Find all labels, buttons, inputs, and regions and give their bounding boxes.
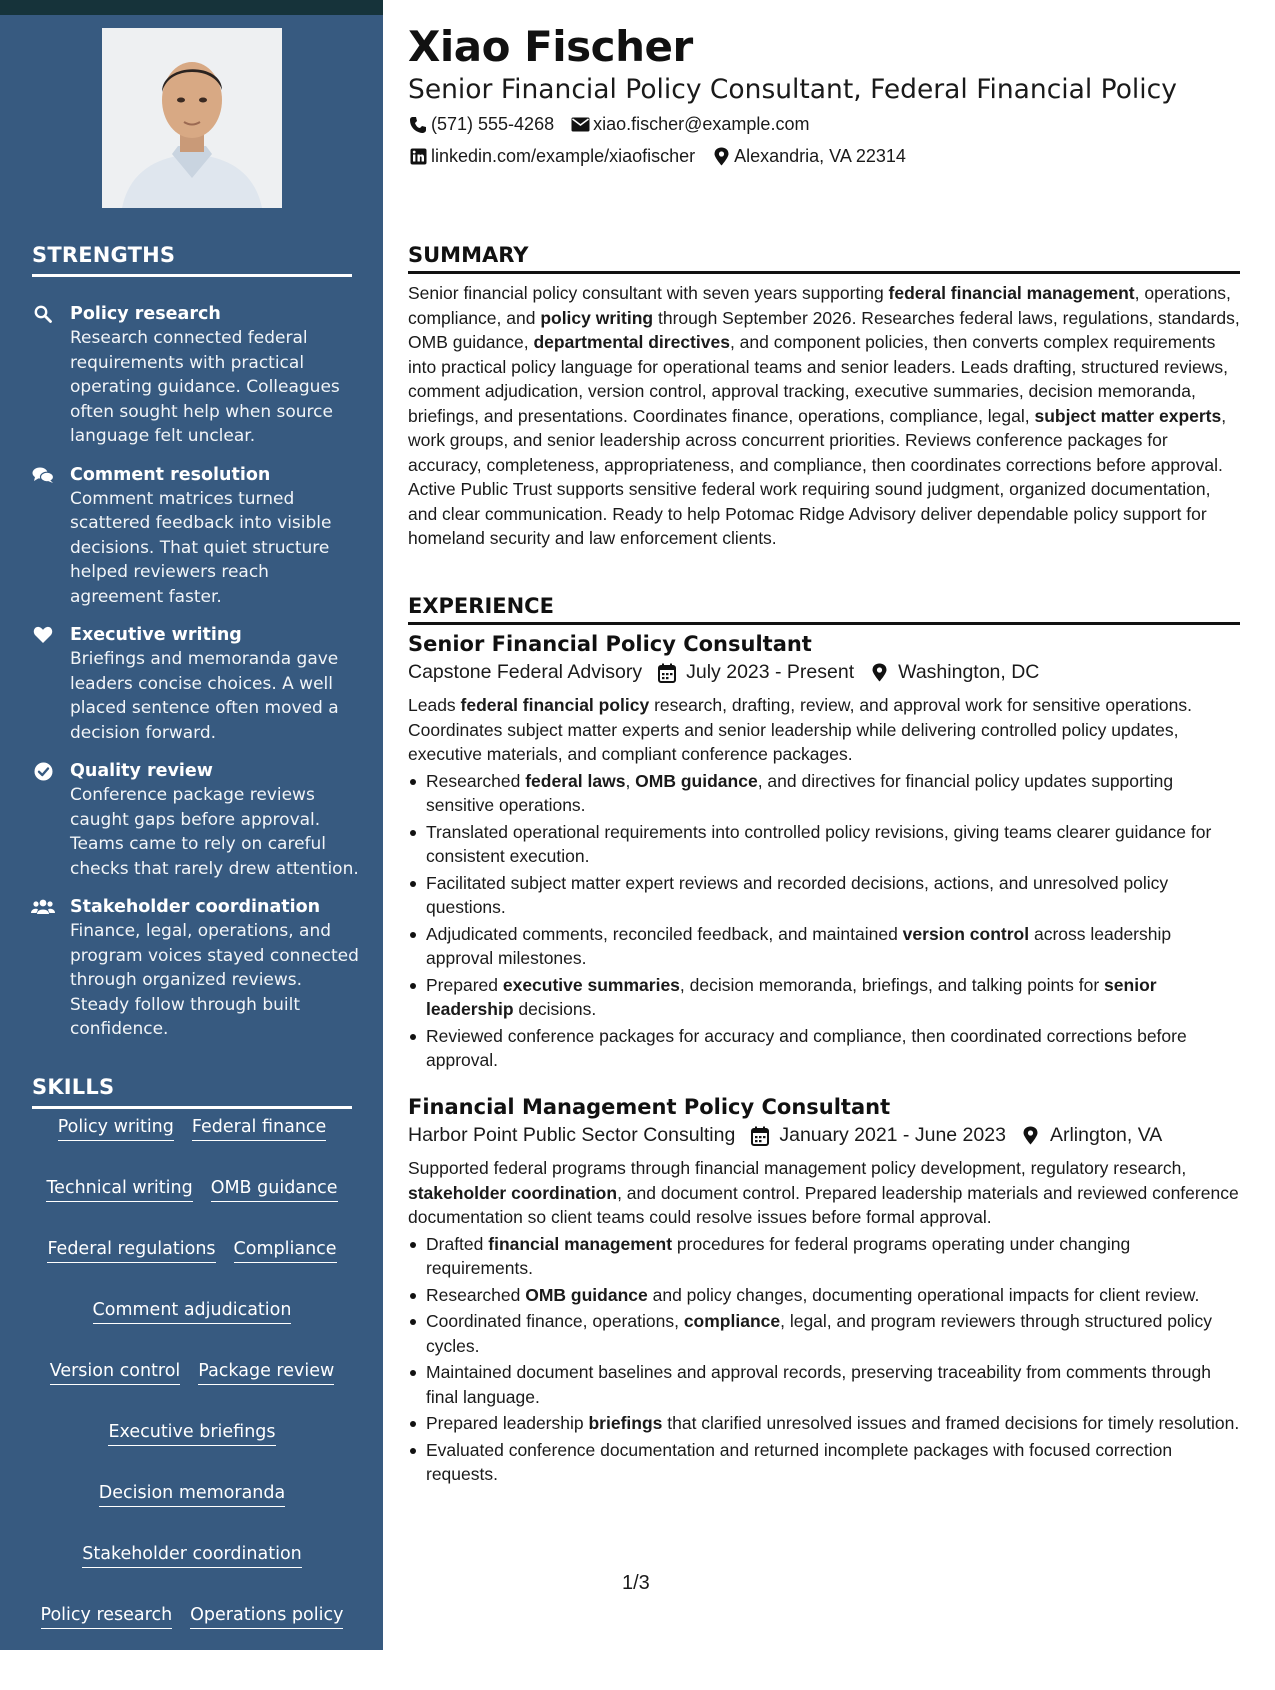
job-bullet: Evaluated conference documentation and returned incomplete packages with focused correction requests. [408,1438,1240,1487]
heart-icon [32,625,54,645]
emphasis-text: federal financial policy [460,695,650,715]
emphasis-text: federal laws [525,770,626,791]
skill-tag: Decision memoranda [99,1482,285,1507]
job-bullet: Adjudicated comments, reconciled feedback, and maintained version control across leadership approval milestones. [408,922,1240,971]
location-text: Alexandria, VA 22314 [734,146,906,166]
company-name: Capstone Federal Advisory [408,661,643,683]
emphasis-text: stakeholder coordination [408,1182,618,1203]
linkedin-icon [408,147,428,167]
strength-item [32,759,362,881]
emphasis-text: executive summaries [502,974,680,995]
comments-icon [32,465,54,485]
skill-tag: Policy research [41,1604,173,1629]
emphasis-text: senior leadership [426,974,1157,1019]
strength-item [32,463,362,610]
check-circle-icon [32,761,54,781]
strength-item [32,895,362,1042]
job-summary: Leads federal financial policy research, drafting, review, and approval work for sensitive operations. Coordinates subject matter experts and senior leadership while delivering controlled policy updates, executive materials, and compliant conference packages. [408,695,1192,764]
sidebar [0,0,383,1686]
users-icon [32,897,54,917]
job-bullet: Coordinated finance, operations, compliance, legal, and program reviewers through structured policy cycles. [408,1309,1240,1358]
skill-tag: Stakeholder coordination [82,1543,302,1568]
job-bullets [408,769,1240,1073]
emphasis-text: briefings [588,1413,663,1433]
contact-row [408,146,922,167]
job-bullet: Researched federal laws, OMB guidance, and directives for financial policy updates supporting sensitive operations. [408,769,1240,818]
job-summary: Supported federal programs through financial management policy development, regulatory research, stakeholder coordination, and document control. Prepared leadership materials and reviewed conference documentation so client teams could resolve issues before formal approval. [408,1158,1239,1227]
strength-description: Comment matrices turned scattered feedback into visible decisions. That quiet structure helped reviewers reach agreement faster. [70,488,332,607]
emphasis-text: version control [902,923,1030,944]
job-bullet: Researched OMB guidance and policy changes, documenting operational impacts for client review. [408,1283,1240,1308]
strength-title: Comment resolution [70,464,271,485]
skills-heading: SKILLS [32,1075,352,1109]
emphasis-text: federal financial management [888,283,1135,303]
map-pin-icon [1020,1125,1042,1147]
job-bullet: Drafted financial management procedures for federal programs operating under changing requirements. [408,1232,1240,1281]
skill-tag: Federal regulations [47,1238,215,1263]
strength-title: Stakeholder coordination [70,897,321,917]
profile-photo [102,28,282,208]
strength-description: Research connected federal requirements with practical operating guidance. Colleagues often sought help when source language felt unclear. [70,328,340,446]
job-bullet: Prepared leadership briefings that clarified unresolved issues and framed decisions for timely resolution. [408,1411,1240,1436]
job-title: Financial Management Policy Consultant [408,1095,891,1119]
job-dates: January 2021 - June 2023 [779,1124,1006,1146]
job-bullet: Facilitated subject matter expert reviews and recorded decisions, actions, and unresolved policy questions. [408,871,1240,920]
summary-heading: SUMMARY [408,243,1240,274]
job-dates: July 2023 - Present [686,661,855,683]
skill-tag: Executive briefings [108,1421,275,1446]
emphasis-text: subject matter experts [1034,405,1222,426]
job-meta [408,1124,1240,1147]
job-location: Arlington, VA [1049,1124,1163,1146]
phone-icon [408,115,428,135]
skill-tag: Policy writing [58,1116,174,1141]
skill-tag: Compliance [234,1238,337,1263]
skill-tag: Package review [198,1360,334,1385]
strength-title: Executive writing [70,625,242,645]
skill-tag: Version control [50,1360,181,1385]
strength-item [32,623,362,745]
job-title: Senior Financial Policy Consultant [408,632,812,656]
strengths-list [32,302,362,1056]
job-entry [408,632,1240,1075]
skills-list [32,1116,352,1690]
calendar-icon [749,1125,771,1147]
strength-title: Quality review [70,761,213,781]
map-pin-icon [868,662,890,684]
map-pin-icon [711,147,731,167]
email-link[interactable]: xiao.fischer@example.com [593,114,810,134]
job-bullets [408,1232,1240,1487]
strength-description: Finance, legal, operations, and program voices stayed connected through organized reviews. Steady follow through built confidence. [70,921,359,1039]
job-bullet: Prepared executive summaries, decision memoranda, briefings, and talking points for senior leadership decisions. [408,973,1240,1022]
strength-item [32,302,362,449]
candidate-title: Senior Financial Policy Consultant, Federal Financial Policy [408,74,1177,105]
skill-tag: OMB guidance [211,1177,338,1202]
skill-tag: Comment adjudication [93,1299,292,1324]
candidate-name: Xiao Fischer [408,22,693,71]
job-location: Washington, DC [898,661,1040,683]
envelope-icon [570,115,590,135]
emphasis-text: OMB guidance [635,770,758,791]
emphasis-text: financial management [488,1233,673,1254]
emphasis-text: policy writing [540,307,654,328]
strength-title: Policy research [70,304,221,324]
linkedin-link[interactable]: linkedin.com/example/xiaofischer [431,146,696,166]
search-icon [32,304,54,324]
contact-row [408,114,825,135]
skill-tag: Technical writing [46,1177,192,1202]
company-name: Harbor Point Public Sector Consulting [408,1124,736,1146]
calendar-icon [656,662,678,684]
skill-tag: Federal finance [192,1116,326,1141]
summary-text: Senior financial policy consultant with seven years supporting federal financial management, operations, compliance, and policy writing through September 2026. Researches federal laws, regulations, standards, OMB guidance, departmental directives, and component policies, then converts complex requirements into practical policy language for operational teams and senior leaders. Leads drafting, structured reviews, comment adjudication, version control, approval tracking, executive summaries, decision memoranda, briefings, and presentations. Coordinates finance, operations, compliance, legal, subject matter experts, work groups, and senior leadership across concurrent priorities. Reviews conference packages for accuracy, completeness, appropriateness, and compliance, then coordinates corrections before approval. Active Public Trust supports sensitive federal work requiring sound judgment, organized documentation, and clear communication. Ready to help Potomac Ridge Advisory deliver dependable policy support for homeland security and law enforcement clients. [408,283,1240,548]
emphasis-text: compliance [683,1311,781,1331]
job-meta [408,661,1240,684]
strengths-heading: STRENGTHS [32,243,352,277]
strength-description: Conference package reviews caught gaps before approval. Teams came to rely on careful checks that rarely drew attention. [70,785,359,879]
emphasis-text: OMB guidance [525,1284,648,1305]
emphasis-text: departmental directives [533,332,730,352]
experience-heading: EXPERIENCE [408,594,1240,625]
strength-description: Briefings and memoranda gave leaders concise choices. A well placed sentence often moved a decision forward. [70,649,339,743]
skill-tag: Operations policy [190,1604,343,1629]
job-bullet: Reviewed conference packages for accuracy and compliance, then coordinated corrections before approval. [408,1024,1240,1073]
page-number: 1/3 [622,1572,650,1594]
skill-tag: Quality review [129,1665,255,1690]
job-entry [408,1095,1240,1489]
job-bullet: Maintained document baselines and approval records, preserving traceability from comments through final language. [408,1360,1240,1409]
job-bullet: Translated operational requirements into controlled policy revisions, giving teams clearer guidance for consistent execution. [408,820,1240,869]
phone-number[interactable]: (571) 555-4268 [431,114,555,134]
